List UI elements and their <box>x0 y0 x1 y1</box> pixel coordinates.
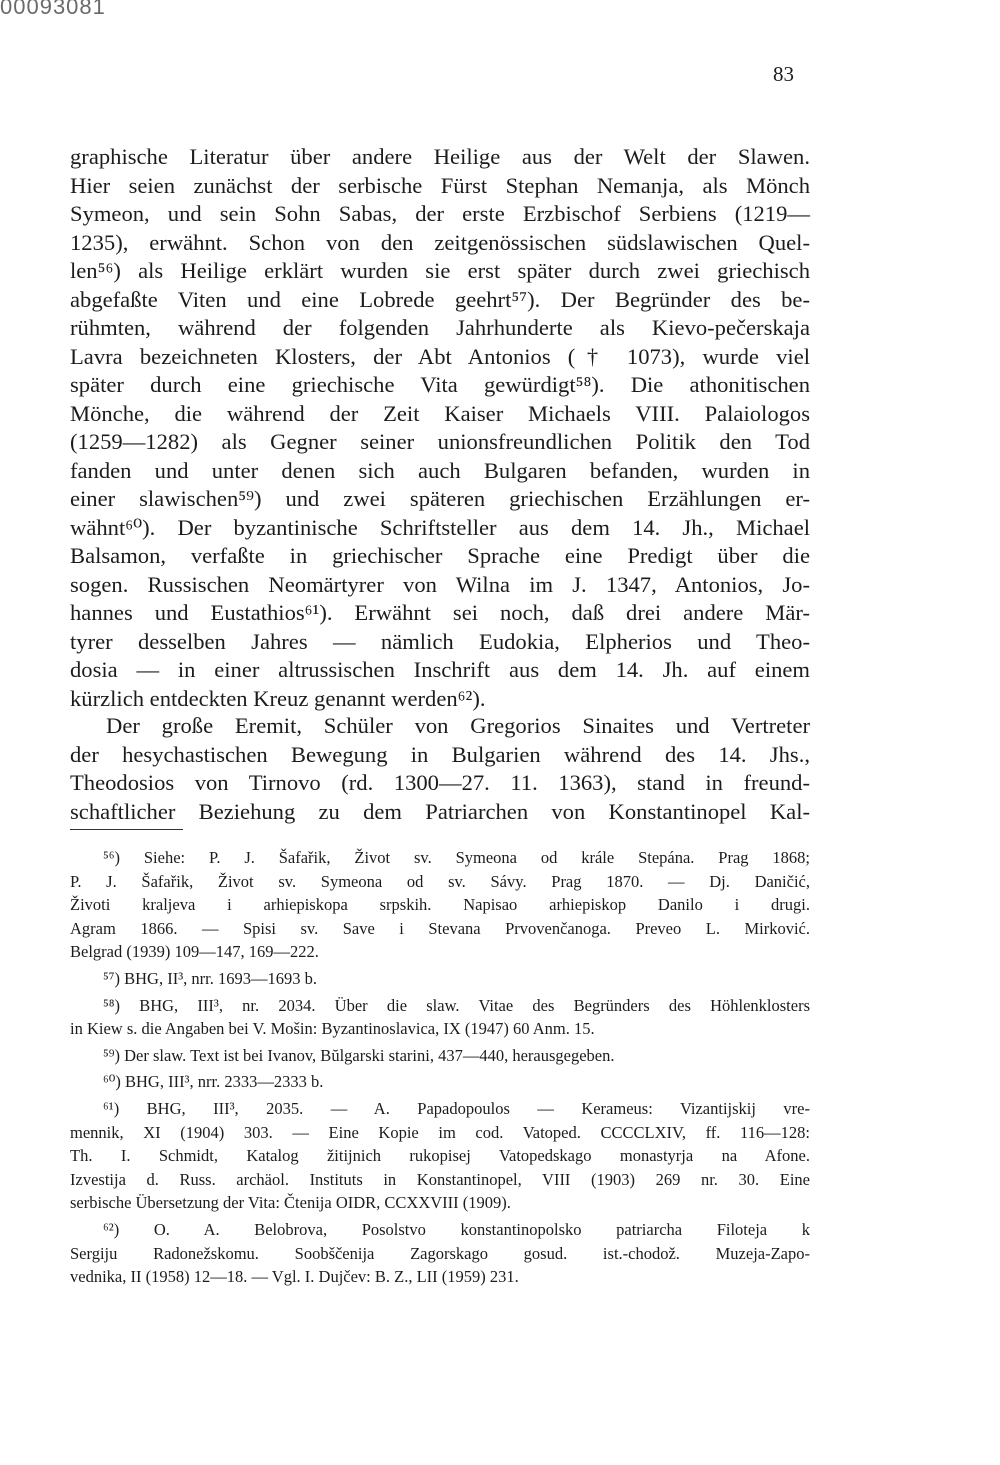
footnote-line: Belgrad (1939) 109—147, 169—222. <box>70 942 319 962</box>
footnote-line: Izvestija d. Russ. archäol. Instituts in Konstantinopel, VIII (1903) 269 nr. 30. Eine <box>70 1169 810 1189</box>
footnote-line: vednika, II (1958) 12—18. — Vgl. I. Dujčev: B. Z., LII (1959) 231. <box>70 1267 519 1287</box>
footnote-line: ⁶²) O. A. Belobrova, Posolstvo konstantinopolsko patriarcha Filoteja k <box>103 1219 810 1239</box>
footnote-line: ⁵⁹) Der slaw. Text ist bei Ivanov, Bŭlgarski starini, 437—440, herausgegeben. <box>103 1045 615 1065</box>
text-line: len⁵⁶) als Heilige erklärt wurden sie erst später durch zwei griechisch <box>70 258 810 283</box>
text-line: Der große Eremit, Schüler von Gregorios Sinaites und Vertreter <box>106 713 810 738</box>
footnote-62 <box>70 1218 810 1289</box>
text-line: Theodosios von Tirnovo (rd. 1300—27. 11. 1363), stand in freund- <box>70 770 810 795</box>
footnote-line: Sergiju Radonežskomu. Soobščenija Zagorskago gosud. ist.-chodož. Muzeja-Zapo- <box>70 1243 810 1263</box>
text-line: Symeon, und sein Sohn Sabas, der erste Erzbischof Serbiens (1219— <box>70 201 810 226</box>
text-line: einer slawischen⁵⁹) und zwei späteren griechischen Erzählungen er- <box>70 486 810 511</box>
page-number: 83 <box>773 62 794 86</box>
footnote-line: ⁵⁷) BHG, II³, nrr. 1693—1693 b. <box>103 968 317 988</box>
text-line: kürzlich entdeckten Kreuz genannt werden⁶²). <box>70 685 486 711</box>
footnote-line: ⁶¹) BHG, III³, 2035. — A. Papadopoulos — Kerameus: Vizantijskij vre- <box>103 1098 810 1118</box>
footnote-line: P. J. Šafařik, Život sv. Symeona od sv. Sávy. Prag 1870. — Dj. Daničić, <box>70 871 810 891</box>
footnote-56 <box>70 846 810 964</box>
footnote-line: Agram 1866. — Spisi sv. Save i Stevana Prvovenčanoga. Preveo L. Mirković. <box>70 918 810 938</box>
footnote-line: serbische Übersetzung der Vita: Čtenija OIDR, CCXXVIII (1909). <box>70 1193 511 1213</box>
text-line: tyrer desselben Jahres — nämlich Eudokia, Elpherios und Theo- <box>70 628 810 654</box>
footnote-line: in Kiew s. die Angaben bei V. Mošin: Byzantinoslavica, IX (1947) 60 Anm. 15. <box>70 1019 595 1039</box>
footnote-divider <box>70 829 183 830</box>
footnotes <box>70 846 810 1292</box>
text-line: der hesychastischen Bewegung in Bulgarien während des 14. Jhs., <box>70 741 810 767</box>
footnote-58 <box>70 994 810 1041</box>
text-line: später durch eine griechische Vita gewürdigt⁵⁸). Die athonitischen <box>70 372 810 397</box>
paragraph-2 <box>70 712 810 826</box>
text-line: Mönche, die während der Zeit Kaiser Michaels VIII. Palaiologos <box>70 400 810 426</box>
text-line: 1235), erwähnt. Schon von den zeitgenössischen südslawischen Quel- <box>70 229 810 255</box>
footnote-line: Životi kraljeva i arhiepiskopa srpskih. Napisao arhiepiskop Danilo i drugi. <box>70 895 810 915</box>
text-line: schaftlicher Beziehung zu dem Patriarchen von Konstantinopel Kal- <box>70 798 810 824</box>
footnote-line: ⁵⁶) Siehe: P. J. Šafařik, Život sv. Symeona od krále Stepána. Prag 1868; <box>103 848 810 867</box>
footnote-line: ⁵⁸) BHG, III³, nr. 2034. Über die slaw. Vitae des Begründers des Höhlenklosters <box>103 995 810 1015</box>
text-line: dosia — in einer altrussischen Inschrift aus dem 14. Jh. auf einem <box>70 657 810 682</box>
text-line: abgefaßte Viten und eine Lobrede geehrt⁵⁷). Der Begründer des be- <box>70 286 810 312</box>
text-line: Hier seien zunächst der serbische Fürst Stephan Nemanja, als Mönch <box>70 172 810 198</box>
text-line: rühmten, während der folgenden Jahrhunderte als Kievo-pečerskaja <box>70 315 810 340</box>
footnote-60 <box>70 1070 810 1094</box>
footnote-line: ⁶⁰) BHG, III³, nrr. 2333—2333 b. <box>103 1072 324 1092</box>
text-line: (1259—1282) als Gegner seiner unionsfreundlichen Politik den Tod <box>70 429 810 454</box>
footnote-59 <box>70 1044 810 1068</box>
footnote-line: Th. I. Schmidt, Katalog žitijnich rukopisej Vatopedskago monastyrja na Afone. <box>70 1146 810 1166</box>
text-line: Lavra bezeichneten Klosters, der Abt Antonios († 1073), wurde viel <box>70 343 810 369</box>
text-line: hannes und Eustathios⁶¹). Erwähnt sei noch, daß drei andere Mär- <box>70 600 810 625</box>
text-line: fanden und unter denen sich auch Bulgaren befanden, wurden in <box>70 457 810 483</box>
text-line: wähnt⁶⁰). Der byzantinische Schriftsteller aus dem 14. Jh., Michael <box>70 514 810 540</box>
text-line: graphische Literatur über andere Heilige aus der Welt der Slawen. <box>70 144 810 169</box>
page-id-stamp: 00093081 <box>0 0 106 19</box>
footnote-57 <box>70 967 810 991</box>
footnote-line: mennik, XI (1904) 303. — Eine Kopie im cod. Vatoped. CCCCLXIV, ff. 116—128: <box>70 1122 810 1142</box>
footnote-61 <box>70 1097 810 1215</box>
text-line: Balsamon, verfaßte in griechischer Sprache eine Predigt über die <box>70 543 810 568</box>
text-line: sogen. Russischen Neomärtyrer von Wilna im J. 1347, Antonios, Jo- <box>70 571 810 597</box>
paragraph-1 <box>70 143 810 713</box>
